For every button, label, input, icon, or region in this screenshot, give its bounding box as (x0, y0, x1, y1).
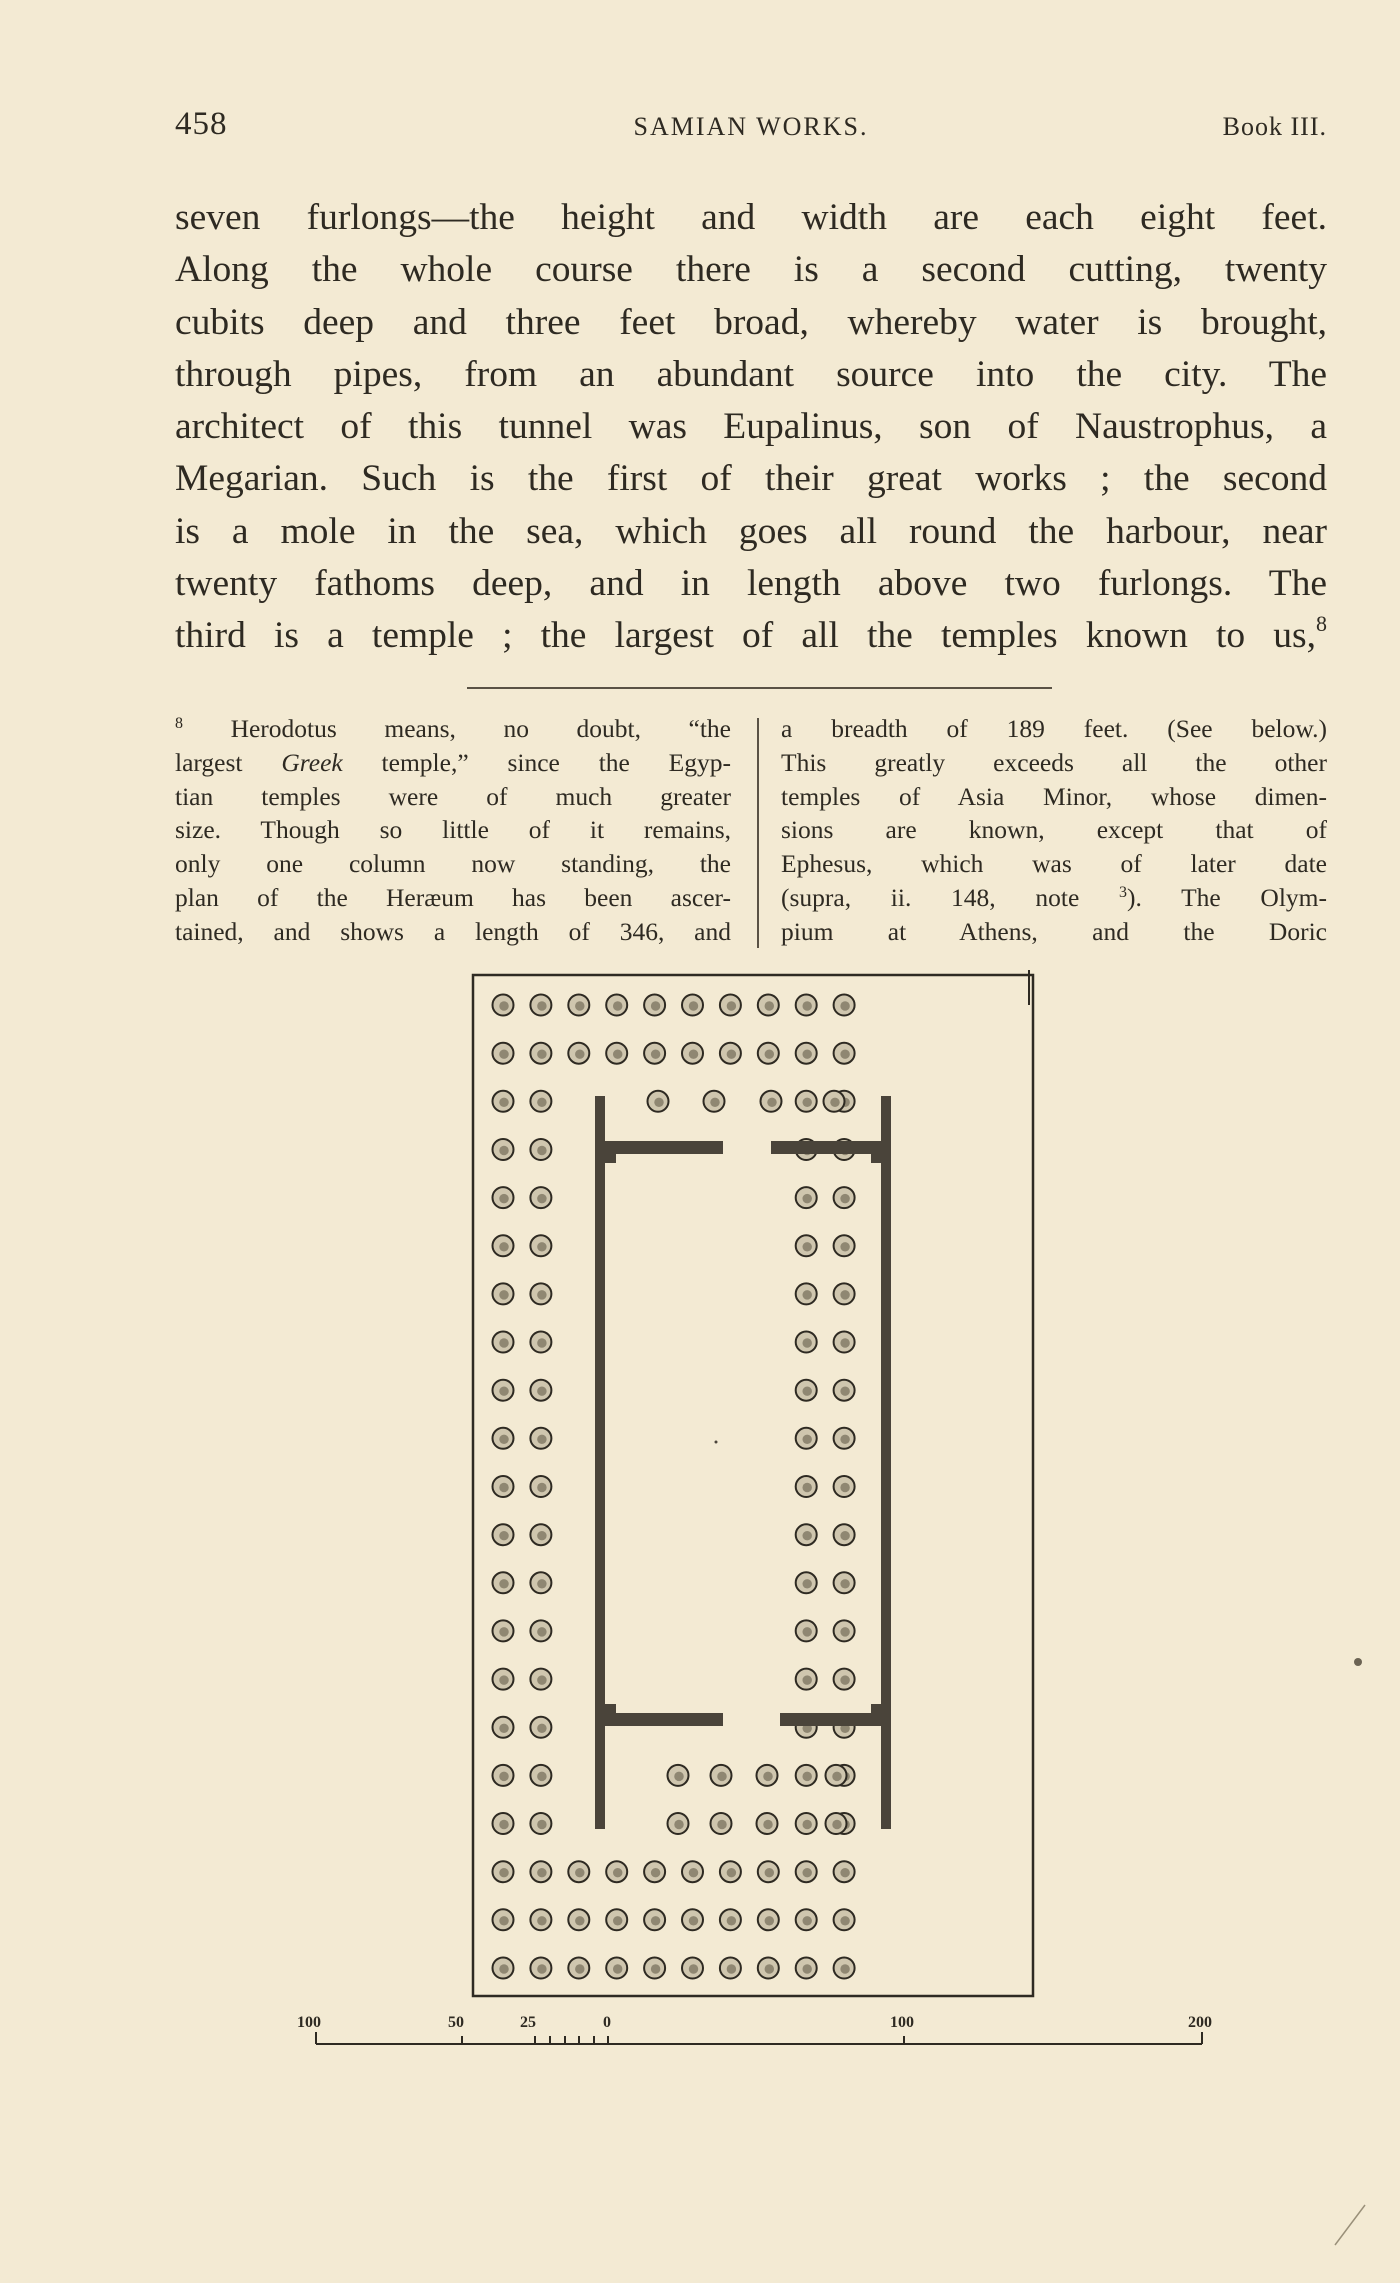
column-shading (499, 1868, 508, 1877)
column-shading (802, 1820, 811, 1829)
wall-corner (596, 1141, 616, 1163)
column-shading (802, 1435, 811, 1444)
column-shading (802, 1098, 811, 1107)
scale-label-200: 200 (1188, 2014, 1212, 2031)
column-shading (575, 1868, 584, 1877)
column-shading (499, 1724, 508, 1733)
column-shading (537, 1146, 546, 1155)
column-shading (689, 1964, 698, 1973)
column-shading (537, 1579, 546, 1588)
column-shading (689, 1001, 698, 1010)
footnote-line: pium at Athens, and the Doric (781, 916, 1327, 946)
column-shading (802, 1049, 811, 1058)
column-shading (802, 1964, 811, 1973)
scale-label-100-right: 100 (890, 2014, 914, 2031)
column-shading (727, 1001, 736, 1010)
column-shading (537, 1627, 546, 1636)
column-shading (537, 1820, 546, 1829)
column-shading (840, 1242, 849, 1251)
scale-label-25: 25 (520, 2014, 536, 2031)
column-shading (674, 1772, 683, 1781)
column-shading (765, 1916, 774, 1925)
column-shading (499, 1435, 508, 1444)
column-shading (802, 1627, 811, 1636)
column-shading (840, 1675, 849, 1684)
note-sup: 3 (1118, 883, 1127, 901)
column-shading (499, 1964, 508, 1973)
footnote-marker: 8 (175, 715, 183, 732)
column-shading (499, 1627, 508, 1636)
column-shading (832, 1820, 841, 1829)
column-shading (840, 1001, 849, 1010)
wall-corner (871, 1141, 891, 1163)
column-shading (613, 1964, 622, 1973)
column-shading (537, 1194, 546, 1203)
column-shading (499, 1772, 508, 1781)
column-shading (802, 1338, 811, 1347)
cross-wall-bottom-right (780, 1713, 881, 1726)
column-shading (802, 1916, 811, 1925)
page-mark (1335, 2205, 1365, 2245)
column-shading (499, 1146, 508, 1155)
column-shading (765, 1001, 774, 1010)
column-shading (840, 1627, 849, 1636)
column-shading (499, 1290, 508, 1299)
footnote-line: plan of the Heræum has been ascer- (175, 882, 731, 912)
column-shading (689, 1049, 698, 1058)
emphasis: Greek (281, 747, 343, 777)
body-line: Along the whole course there is a second cutting, twenty (175, 249, 1327, 291)
column-shading (537, 1868, 546, 1877)
column-shading (537, 1724, 546, 1733)
column-shading (802, 1386, 811, 1395)
column-shading (802, 1675, 811, 1684)
body-line: through pipes, from an abundant source into the city. The (175, 353, 1327, 395)
column-shading (802, 1868, 811, 1877)
column-shading (499, 1386, 508, 1395)
column-shading (840, 1531, 849, 1540)
column-shading (763, 1820, 772, 1829)
column-shading (537, 1916, 546, 1925)
body-line: cubits deep and three feet broad, whereby water is brought, (175, 301, 1327, 343)
column-shading (840, 1338, 849, 1347)
column-shading (765, 1868, 774, 1877)
column-shading (840, 1049, 849, 1058)
column-shading (802, 1194, 811, 1203)
column-shading (575, 1001, 584, 1010)
footnote-line: tian temples were of much greater (175, 781, 731, 811)
column-shading (802, 1001, 811, 1010)
column-shading (651, 1001, 660, 1010)
column-shading (537, 1964, 546, 1973)
column-shading (499, 1579, 508, 1588)
footnote-line: $^8$ Herodotus means, no doubt, “the (175, 714, 731, 743)
column-shading (537, 1772, 546, 1781)
column-shading (651, 1868, 660, 1877)
footnote-line: size. Though so little of it remains, (175, 815, 731, 845)
column-shading (537, 1001, 546, 1010)
column-shading (802, 1772, 811, 1781)
scale-bar (316, 2032, 1202, 2044)
column-shading (727, 1916, 736, 1925)
column-shading (840, 1579, 849, 1588)
column-shading (499, 1675, 508, 1684)
column-shading (717, 1772, 726, 1781)
column-shading (499, 1001, 508, 1010)
footnote-ref: 8 (1316, 611, 1327, 637)
column-shading (575, 1964, 584, 1973)
footnote-line: tained, and shows a length of 346, and (175, 916, 731, 946)
footnote-line: largest Greek temple,” since the Egyp- (175, 747, 732, 777)
cross-wall-top-left (605, 1141, 723, 1154)
column-shading (575, 1049, 584, 1058)
column-shading (499, 1098, 508, 1107)
scale-label-0: 0 (603, 2014, 611, 2031)
wall-corner (596, 1704, 616, 1726)
column-shading (727, 1049, 736, 1058)
column-shading (613, 1916, 622, 1925)
book-label: Book III. (1222, 112, 1327, 141)
column-shading (802, 1290, 811, 1299)
column-shading (802, 1579, 811, 1588)
column-shading (499, 1916, 508, 1925)
column-shading (802, 1242, 811, 1251)
column-shading (840, 1386, 849, 1395)
column-shading (499, 1338, 508, 1347)
column-shading (832, 1772, 841, 1781)
column-shading (499, 1820, 508, 1829)
column-shading (840, 1964, 849, 1973)
column-shading (651, 1049, 660, 1058)
running-title: SAMIAN WORKS. (633, 112, 869, 141)
column-shading (765, 1964, 774, 1973)
column-shading (613, 1868, 622, 1877)
footnote-line: temples of Asia Minor, whose dimen- (781, 781, 1327, 811)
footnote-line: Ephesus, which was of later date (781, 849, 1327, 879)
column-shading (840, 1194, 849, 1203)
anta-top-left (595, 1096, 605, 1130)
body-line: Megarian. Such is the first of their great works ; the second (175, 458, 1327, 500)
column-shading (727, 1964, 736, 1973)
column-shading (537, 1098, 546, 1107)
column-shading (499, 1483, 508, 1492)
column-shading (499, 1531, 508, 1540)
column-shading (802, 1531, 811, 1540)
column-shading (763, 1772, 772, 1781)
column-shading (537, 1483, 546, 1492)
body-line: seven furlongs—the height and width are each eight feet. (175, 197, 1327, 238)
column-shading (537, 1531, 546, 1540)
column-shading (537, 1386, 546, 1395)
footnote-line: This greatly exceeds all the other (781, 747, 1327, 777)
column-shading (802, 1483, 811, 1492)
page-number: 458 (175, 106, 228, 142)
ink-spot (1354, 1658, 1362, 1666)
cross-wall-top-right (771, 1141, 881, 1154)
column-shading (840, 1435, 849, 1444)
column-shading (830, 1098, 839, 1107)
column-shading (710, 1098, 719, 1107)
anta-top-right (881, 1096, 891, 1130)
footnote-line: only one column now standing, the (175, 849, 731, 879)
column-shading (537, 1338, 546, 1347)
column-shading (499, 1049, 508, 1058)
column-shading (651, 1964, 660, 1973)
body-line: architect of this tunnel was Eupalinus, son of Naustrophus, a (175, 406, 1327, 448)
footnote-line: (supra, ii. 148, note $^3$). The Olym- (781, 882, 1327, 912)
column-shading (767, 1098, 776, 1107)
column-shading (575, 1916, 584, 1925)
column-shading (654, 1098, 663, 1107)
column-shading (840, 1483, 849, 1492)
column-shading (613, 1049, 622, 1058)
column-shading (689, 1916, 698, 1925)
column-shading (537, 1242, 546, 1251)
column-shading (499, 1242, 508, 1251)
body-line: is a mole in the sea, which goes all round the harbour, near (175, 510, 1327, 552)
footnote-line: a breadth of 189 feet. (See below.) (781, 714, 1327, 743)
column-shading (840, 1868, 849, 1877)
body-line: twenty fathoms deep, and in length above two furlongs. The (175, 563, 1327, 605)
body-line: third is a temple ; the largest of all the temples known to us, (175, 615, 1316, 657)
column-shading (537, 1049, 546, 1058)
column-shading (537, 1290, 546, 1299)
plan-border (473, 975, 1033, 1996)
column-shading (689, 1868, 698, 1877)
scale-label-50: 50 (448, 2014, 464, 2031)
wall-corner (871, 1704, 891, 1726)
column-shading (674, 1820, 683, 1829)
cross-wall-bottom-left (605, 1713, 723, 1726)
centre-dot (715, 1441, 718, 1444)
column-shading (613, 1001, 622, 1010)
footnote-line: sions are known, except that of (781, 815, 1327, 845)
column-shading (727, 1868, 736, 1877)
column-shading (717, 1820, 726, 1829)
column-shading (840, 1290, 849, 1299)
column-shading (537, 1675, 546, 1684)
column-shading (765, 1049, 774, 1058)
column-shading (537, 1435, 546, 1444)
column-shading (499, 1194, 508, 1203)
column-shading (651, 1916, 660, 1925)
column-shading (840, 1916, 849, 1925)
scale-label-100-left: 100 (297, 2014, 321, 2031)
